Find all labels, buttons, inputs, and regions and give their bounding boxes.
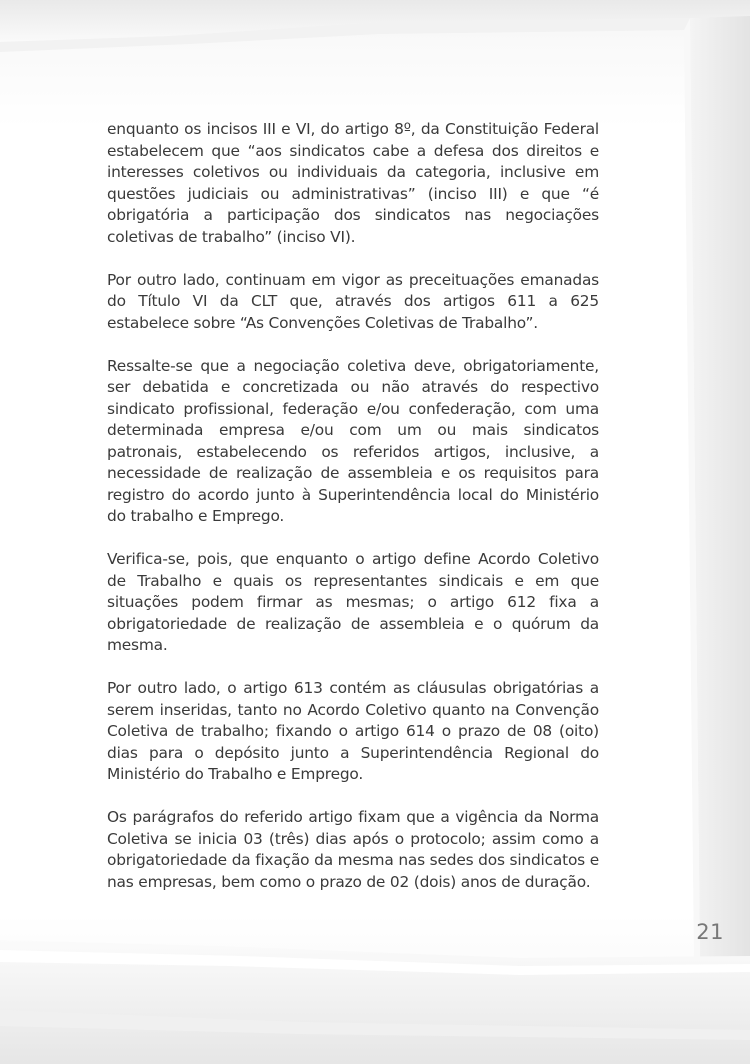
right-strip-shape xyxy=(690,16,750,962)
paragraph: Por outro lado, continuam em vigor as preceituações emanadas do Título VI da CLT que, através dos artigos 611 a 625 estabelece sobre “As Convenções Coletivas de Trabalho”. xyxy=(107,270,599,332)
paragraph: Ressalte-se que a negociação coletiva deve, obrigatoriamente, ser debatida e concretizada ou não através do respectivo sindicato profissional, federação e/ou confederação, com uma determinada empresa e/ou com um ou mais sindicatos patronais, estabelecendo os referidos artigos, inclusive, a necessidade de realização de assembleia e os requisitos para registro do acordo junto à Superintendência local do Ministério do trabalho e Emprego. xyxy=(107,356,599,525)
paragraph: Verifica-se, pois, que enquanto o artigo define Acordo Coletivo de Trabalho e quais os representantes sindicais e em que situações podem firmar as mesmas; o artigo 612 fixa a obrigatoriedade de realização de assembleia e o quórum da mesma. xyxy=(107,550,599,654)
paragraph: Por outro lado, o artigo 613 contém as cláusulas obrigatórias a serem inseridas, tanto no Acordo Coletivo quanto na Convenção Coletiva de trabalho; fixando o artigo 614 o prazo de 08 (oito) dias para o depósito junto a Superintendência Regional do Ministério do Trabalho e Emprego. xyxy=(107,679,599,783)
body-text xyxy=(107,119,599,915)
page-number: 21 xyxy=(696,920,724,944)
paragraph: Os parágrafos do referido artigo fixam que a vigência da Norma Coletiva se inicia 03 (três) dias após o protocolo; assim como a obrigatoriedade da fixação da mesma nas sedes dos sindicatos e nas empresas, bem como o prazo de 02 (dois) anos de duração. xyxy=(107,808,599,891)
paragraph: enquanto os incisos III e VI, do artigo 8º, da Constituição Federal estabelecem que “aos sindicatos cabe a defesa dos direitos e interesses coletivos ou individuais da categoria, inclusive em questões judiciais ou administrativas” (inciso III) e que “é obrigatória a participação dos sindicatos nas negociações coletivas de trabalho” (inciso VI). xyxy=(107,120,599,246)
